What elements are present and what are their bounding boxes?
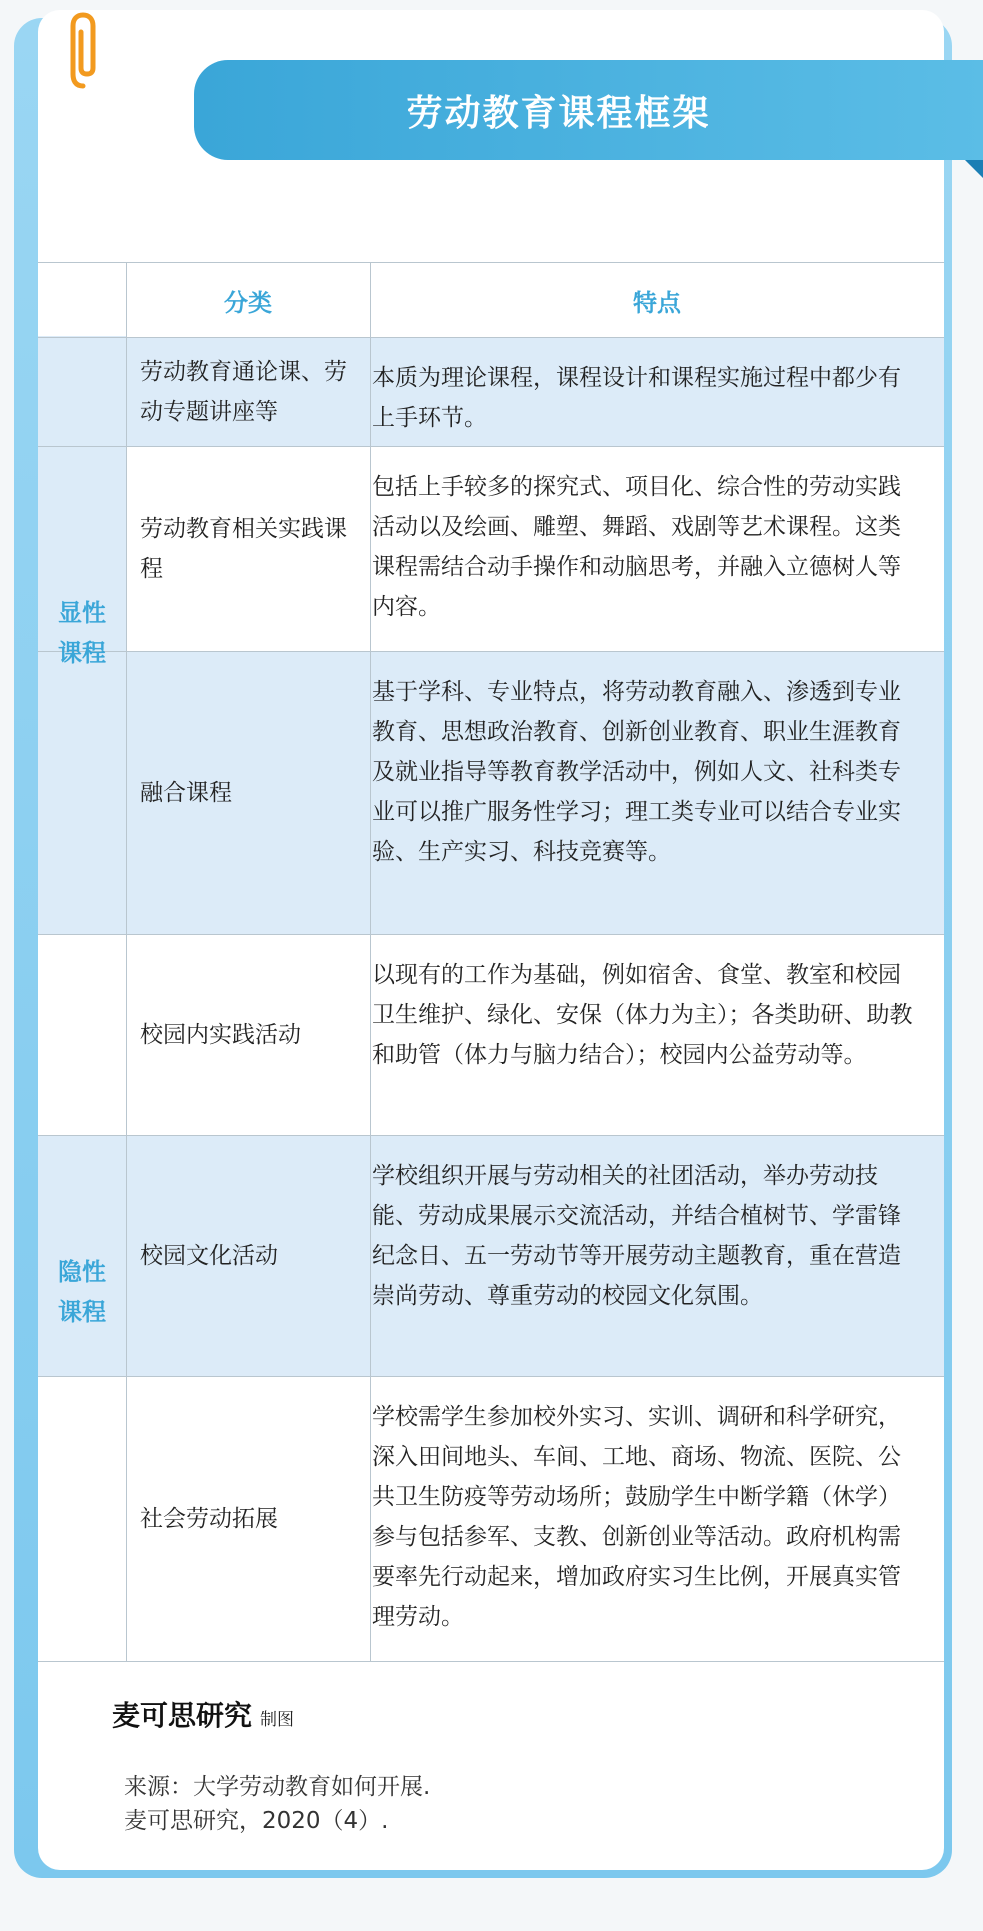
- paperclip-icon: [70, 12, 96, 90]
- divider: [370, 338, 371, 446]
- divider: [370, 935, 371, 1135]
- table-header: [38, 262, 944, 338]
- row-name: 劳动教育相关实践课程: [140, 516, 347, 582]
- table-row: [38, 1377, 944, 1662]
- brand-suffix: 制图: [260, 1710, 295, 1730]
- divider: [126, 1136, 127, 1376]
- row-feature: 学校需学生参加校外实习、实训、调研和科学研究，深入田间地头、车间、工地、商场、物流、医院、公共卫生防疫等劳动场所；鼓励学生中断学籍（休学）参与包括参军、支教、创新创业等活动。政府机构需要率先行动起来，增加政府实习生比例，开展真实管理劳动。: [372, 1404, 901, 1630]
- curriculum-table: [38, 262, 944, 1662]
- row-feature: 本质为理论课程，课程设计和课程实施过程中都少有上手环节。: [372, 365, 901, 431]
- table-row: [38, 338, 944, 447]
- divider: [370, 447, 371, 651]
- row-name: 融合课程: [140, 780, 232, 806]
- divider: [370, 1136, 371, 1376]
- banner-fold: [965, 160, 983, 178]
- header-feature: 特点: [633, 288, 681, 317]
- row-feature: 学校组织开展与劳动相关的社团活动，举办劳动技能、劳动成果展示交流活动，并结合植树节、学雷锋纪念日、五一劳动节等开展劳动主题教育，重在营造崇尚劳动、尊重劳动的校园文化氛围。: [372, 1163, 901, 1309]
- divider: [126, 447, 127, 651]
- source-line-1: 来源：大学劳动教育如何开展.: [124, 1774, 431, 1800]
- page-title: 劳动教育课程框架: [406, 92, 711, 134]
- row-feature: 基于学科、专业特点，将劳动教育融入、渗透到专业教育、思想政治教育、创新创业教育、职业生涯教育及就业指导等教育教学活动中，例如人文、社科类专业可以推广服务性学习；理工类专业可以结合专业实验、生产实习、科技竞赛等。: [372, 679, 901, 865]
- row-feature: 包括上手较多的探究式、项目化、综合性的劳动实践活动以及绘画、雕塑、舞蹈、戏剧等艺术课程。这类课程需结合动手操作和动脑思考，并融入立德树人等内容。: [372, 474, 901, 620]
- divider: [370, 652, 371, 934]
- divider: [126, 1377, 127, 1661]
- table-row: [38, 447, 944, 652]
- group-label-implicit: [38, 930, 126, 1654]
- header-category: 分类: [224, 288, 272, 317]
- source-note: [124, 1770, 430, 1838]
- title-banner: [194, 60, 983, 160]
- row-name: 校园内实践活动: [140, 1022, 301, 1048]
- divider: [126, 652, 127, 934]
- divider: [126, 935, 127, 1135]
- table-row: [38, 935, 944, 1136]
- row-feature: 以现有的工作为基础，例如宿舍、食堂、教室和校园卫生维护、绿化、安保（体力为主）；各类助研、助教和助管（体力与脑力结合）；校园内公益劳动等。: [372, 962, 913, 1068]
- group-implicit-text: 隐性课程: [58, 1258, 106, 1326]
- row-name: 校园文化活动: [140, 1243, 278, 1269]
- group-label-explicit: [38, 336, 126, 930]
- table-row: [38, 652, 944, 935]
- group-explicit-text: 显性课程: [58, 599, 106, 667]
- brand-credit: [112, 1694, 294, 1734]
- divider: [126, 338, 127, 446]
- brand-name: 麦可思研究: [112, 1699, 253, 1732]
- row-name: 劳动教育通论课、劳动专题讲座等: [140, 359, 347, 425]
- row-name: 社会劳动拓展: [140, 1506, 278, 1532]
- table-row: [38, 1136, 944, 1377]
- source-line-2: 麦可思研究，2020（4）.: [124, 1808, 389, 1834]
- divider: [370, 1377, 371, 1661]
